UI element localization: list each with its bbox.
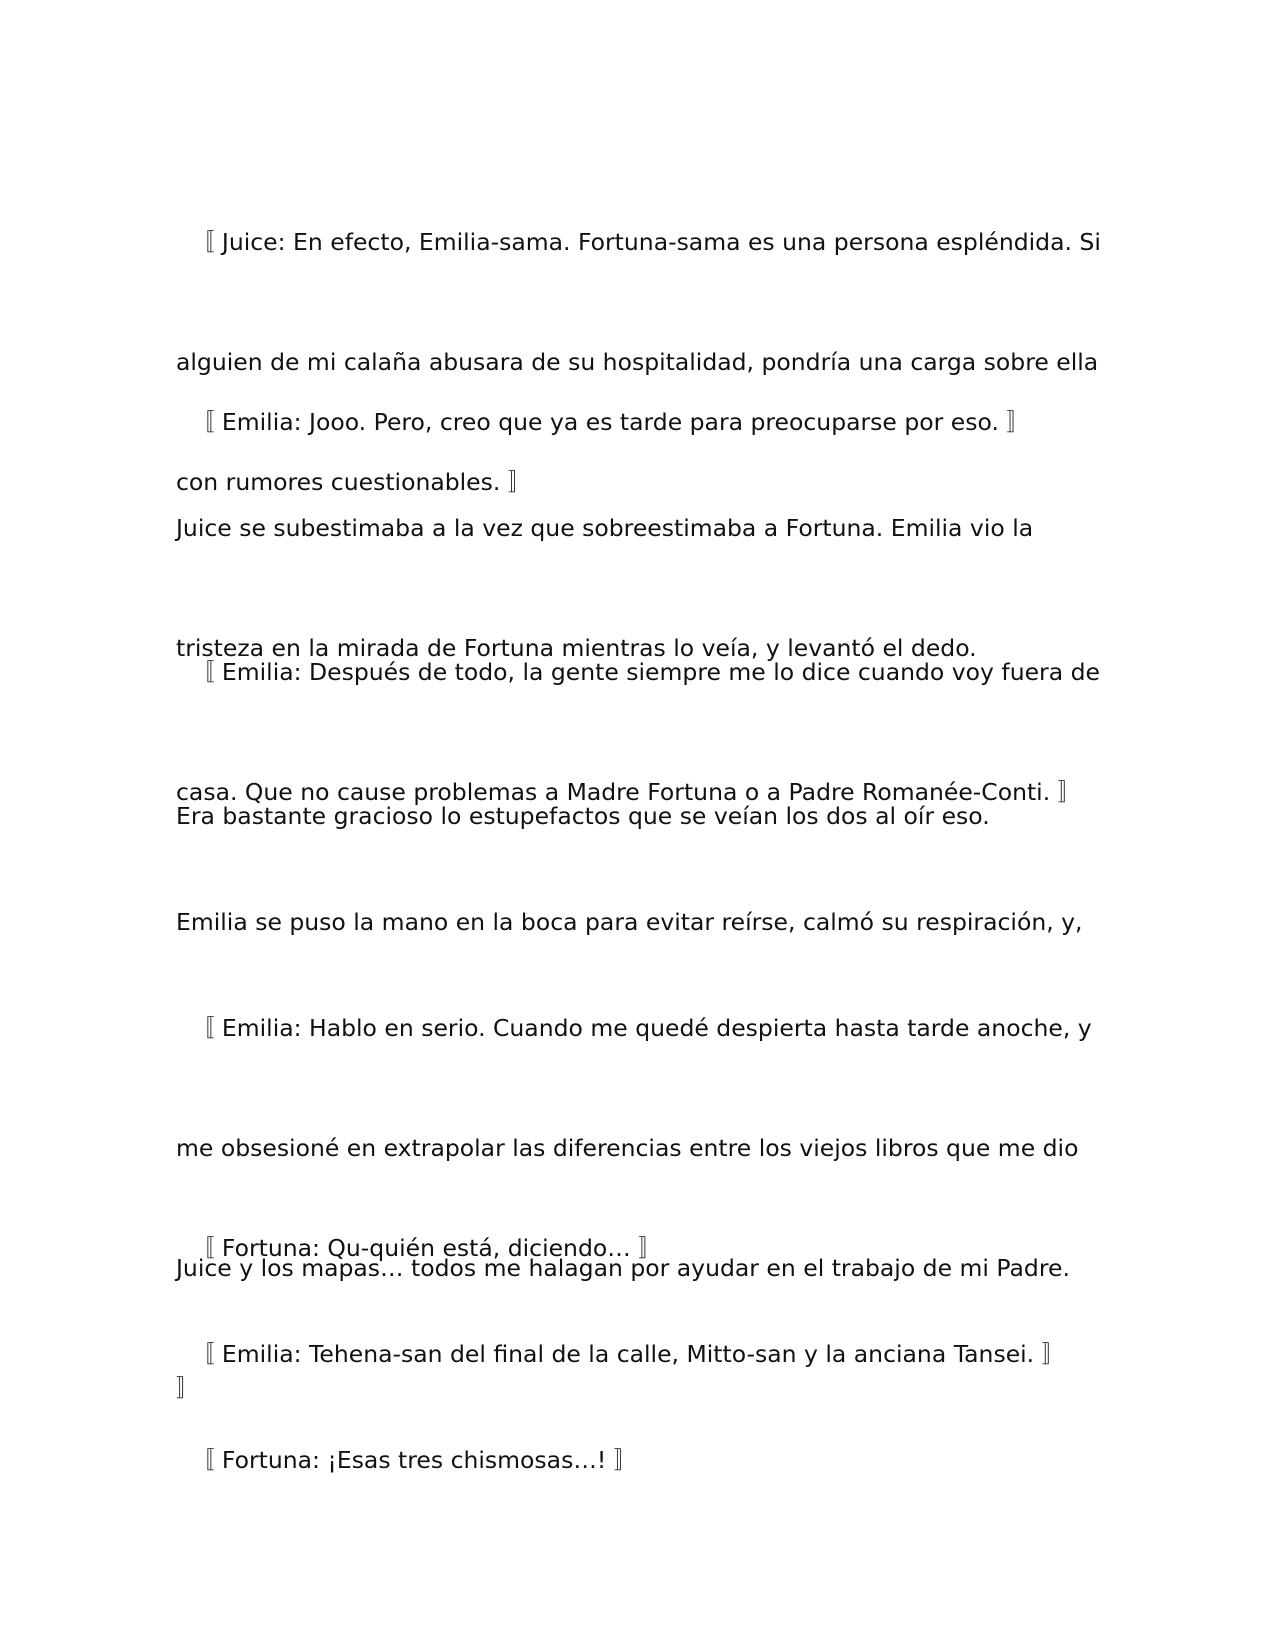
text-line: tristeza en la mirada de Fortuna mientras lo veía, y levantó el dedo.: [176, 634, 977, 662]
text-line: Emilia se puso la mano en la boca para evitar reírse, calmó su respiración, y,: [176, 908, 1083, 936]
paragraph-fortuna-chismosas: [176, 1360, 1096, 1560]
text-line: 〚 Fortuna: ¡Esas tres chismosas…! 〛: [176, 1446, 638, 1474]
text-line: casa. Que no cause problemas a Madre Fortuna o a Padre Romanée-Conti. 〛: [176, 778, 1082, 806]
text-line: 〚 Fortuna: Qu-quién está, diciendo… 〛: [176, 1234, 662, 1262]
text-line: Juice se subestimaba a la vez que sobreestimaba a Fortuna. Emilia vio la: [176, 514, 1034, 542]
text-line: 〚 Emilia: Después de todo, la gente siempre me lo dice cuando voy fuera de: [176, 658, 1100, 686]
text-line: 〚 Emilia: Tehena-san del final de la calle, Mitto-san y la anciana Tansei. 〛: [176, 1340, 1066, 1368]
text-line: 〚 Emilia: Jooo. Pero, creo que ya es tarde para preocuparse por eso. 〛: [176, 408, 1030, 436]
text-line: alguien de mi calaña abusara de su hospitalidad, pondría una carga sobre ella: [176, 348, 1099, 376]
text-line: con rumores cuestionables. 〛: [176, 468, 532, 496]
text-line: 〛: [176, 1374, 200, 1402]
text-line: Era bastante gracioso lo estupefactos que se veían los dos al oír eso.: [176, 802, 990, 830]
text-line: me obsesioné en extrapolar las diferencias entre los viejos libros que me dio: [176, 1134, 1079, 1162]
text-line: 〚 Emilia: Hablo en serio. Cuando me quedé despierta hasta tarde anoche, y: [176, 1014, 1092, 1042]
text-line: 〚 Juice: En efecto, Emilia-sama. Fortuna-sama es una persona espléndida. Si: [176, 228, 1101, 256]
text-line: Juice y los mapas… todos me halagan por ayudar en el trabajo de mi Padre.: [176, 1254, 1070, 1282]
